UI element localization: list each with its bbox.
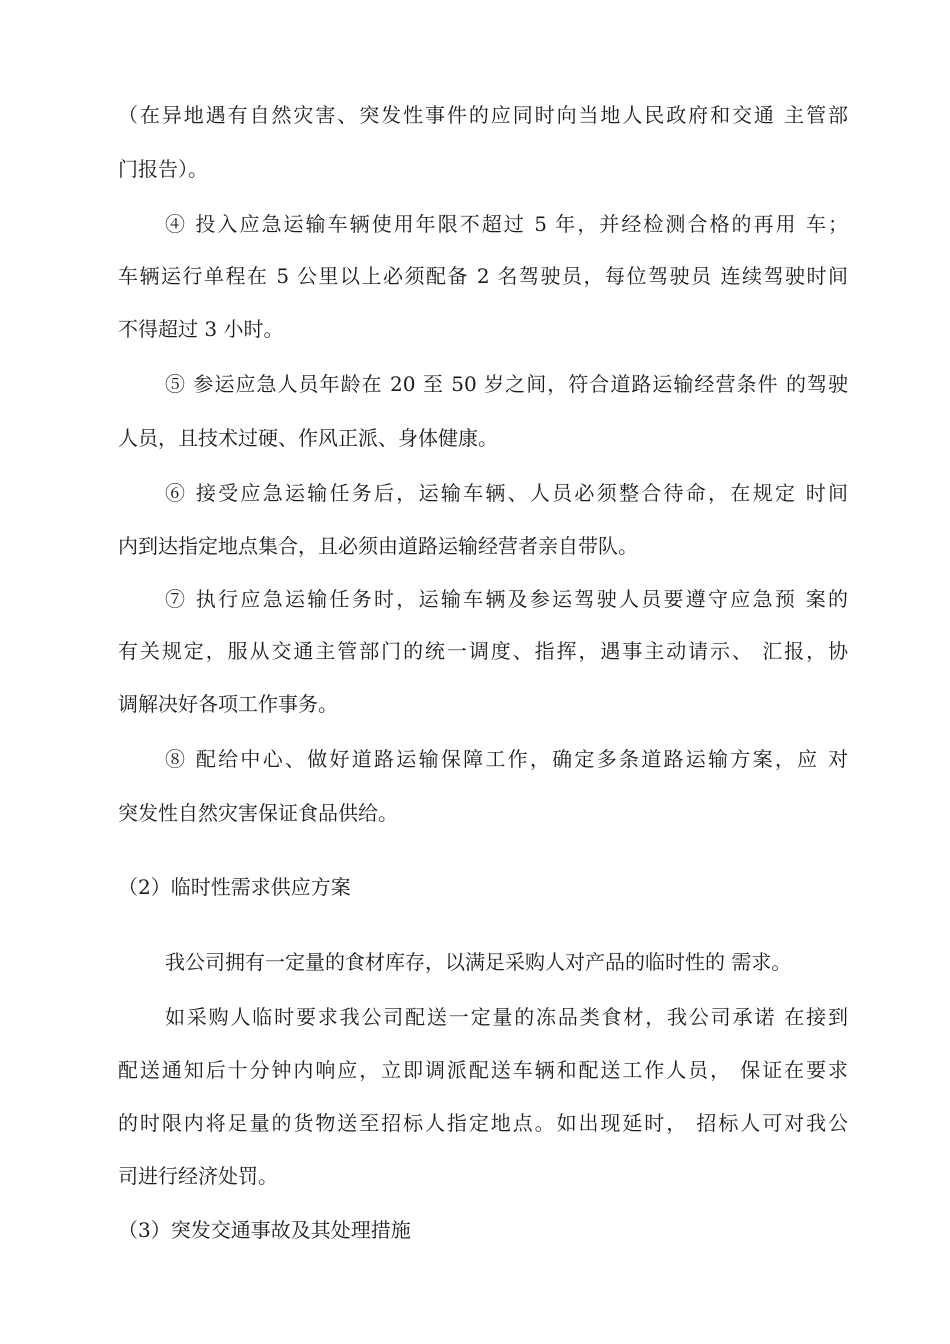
list-item-6-line: 内到达指定地点集合，且必须由道路运输经营者亲自带队。 — [118, 534, 638, 558]
paragraph-line: 如采购人临时要求我公司配送一定量的冻品类食材，我公司承诺 在接到 — [165, 1005, 848, 1029]
list-item-8-line: 突发性自然灾害保证食品供给。 — [118, 801, 398, 825]
section-heading-3: （3）突发交通事故及其处理措施 — [118, 1218, 411, 1242]
paragraph-line: 配送通知后十分钟内响应，立即调派配送车辆和配送工作人员， 保证在要求 — [118, 1058, 848, 1082]
list-item-5-line: 人员，且技术过硬、作风正派、身体健康。 — [118, 426, 498, 450]
paragraph-line: 门报告）。 — [118, 157, 208, 181]
list-item-4-line: 不得超过 3 小时。 — [118, 317, 284, 341]
list-item-4-line: 车辆运行单程在 5 公里以上必须配备 2 名驾驶员，每位驾驶员 连续驾驶时间 — [118, 264, 848, 288]
list-item-4-line: ④ 投入应急运输车辆使用年限不超过 5 年，并经检测合格的再用 车； — [165, 212, 848, 236]
paragraph-line: 的时限内将足量的货物送至招标人指定地点。如出现延时， 招标人可对我公 — [118, 1111, 848, 1135]
section-heading-2: （2）临时性需求供应方案 — [118, 875, 351, 899]
list-item-8-line: ⑧ 配给中心、做好道路运输保障工作，确定多条道路运输方案，应 对 — [165, 747, 848, 771]
list-item-7-line: 有关规定，服从交通主管部门的统一调度、指挥，遇事主动请示、 汇报，协 — [118, 639, 848, 663]
list-item-6-line: ⑥ 接受应急运输任务后，运输车辆、人员必须整合待命，在规定 时间 — [165, 481, 848, 505]
list-item-7-line: ⑦ 执行应急运输任务时，运输车辆及参运驾驶人员要遵守应急预 案的 — [165, 587, 848, 611]
paragraph-line: 我公司拥有一定量的食材库存，以满足采购人对产品的临时性的 需求。 — [165, 950, 792, 974]
paragraph-line: （在异地遇有自然灾害、突发性事件的应同时向当地人民政府和交通 主管部 — [118, 103, 848, 127]
paragraph-line: 司进行经济处罚。 — [118, 1164, 278, 1188]
list-item-5-line: ⑤ 参运应急人员年龄在 20 至 50 岁之间，符合道路运输经营条件 的驾驶 — [165, 372, 848, 396]
list-item-7-line: 调解决好各项工作事务。 — [118, 692, 338, 716]
